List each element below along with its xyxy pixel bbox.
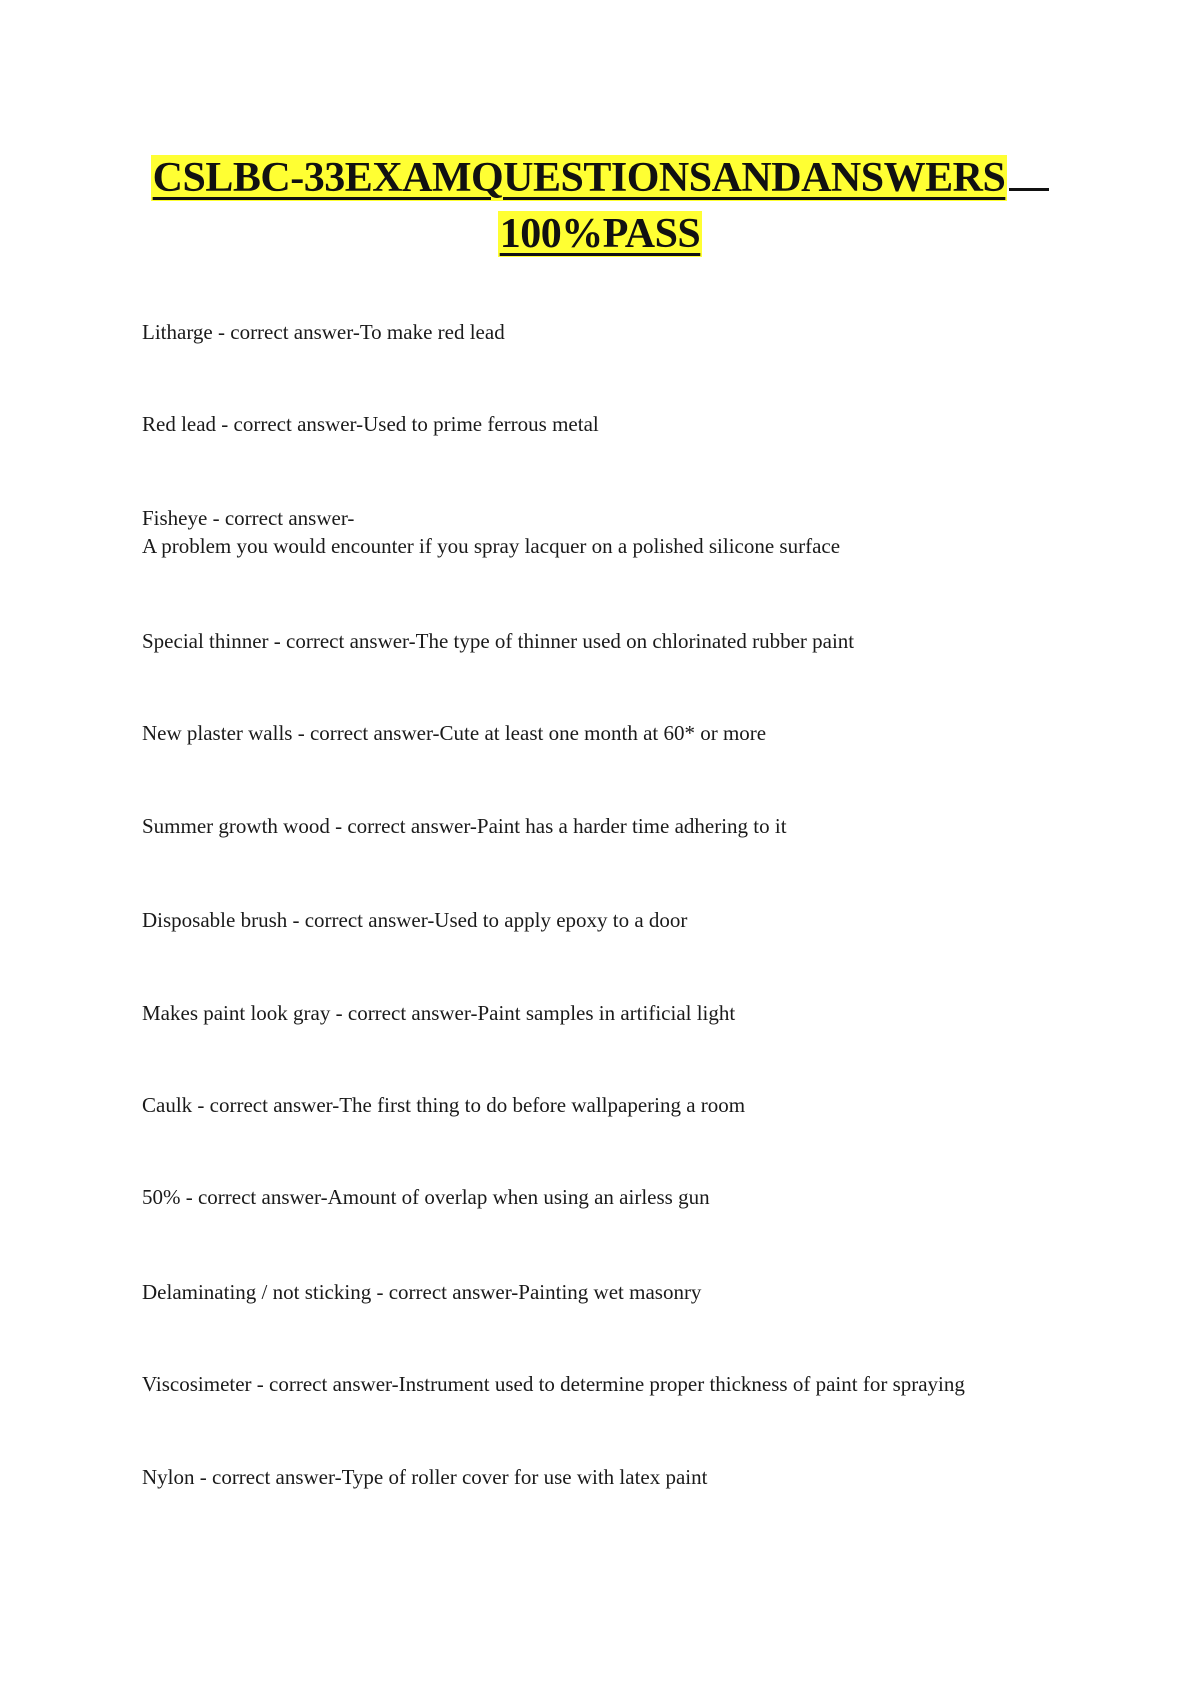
qa-item-text: Delaminating / not sticking - correct answer-Painting wet masonry: [142, 1280, 702, 1304]
qa-item-text: Makes paint look gray - correct answer-Paint samples in artificial light: [142, 1001, 736, 1025]
qa-item-text: Caulk - correct answer-The first thing to do before wallpapering a room: [142, 1093, 746, 1117]
qa-item: [142, 719, 766, 747]
qa-item-text: Special thinner - correct answer-The type of thinner used on chlorinated rubber paint: [142, 629, 855, 653]
qa-item-text: Fisheye - correct answer-: [142, 506, 355, 530]
qa-item: [142, 999, 735, 1027]
qa-item-text: Disposable brush - correct answer-Used to apply epoxy to a door: [142, 908, 688, 932]
qa-item-text-continuation: A problem you would encounter if you spray lacquer on a polished silicone surface: [142, 534, 841, 558]
title-underline-trail: [1009, 187, 1049, 191]
qa-item: [142, 1278, 701, 1306]
document-title: [0, 150, 1200, 262]
title-highlight-1: CSLBC-33EXAMQUESTIONSANDANSWERS: [152, 155, 1006, 201]
qa-item: [142, 812, 787, 840]
qa-item: [142, 1091, 745, 1119]
qa-item: [142, 627, 854, 655]
qa-item: [142, 318, 505, 346]
title-line-1: [0, 150, 1200, 206]
qa-item: [142, 504, 840, 560]
qa-item-text: 50% - correct answer-Amount of overlap when using an airless gun: [142, 1185, 710, 1209]
qa-item-text: Summer growth wood - correct answer-Paint has a harder time adhering to it: [142, 814, 787, 838]
qa-item: [142, 1183, 710, 1211]
title-line-2: [0, 206, 1200, 262]
title-highlight-2: 100%PASS: [499, 211, 701, 257]
qa-item-text: Red lead - correct answer-Used to prime ferrous metal: [142, 412, 599, 436]
qa-item-text: Nylon - correct answer-Type of roller cover for use with latex paint: [142, 1465, 708, 1489]
qa-item: [142, 410, 599, 438]
qa-item: [142, 906, 687, 934]
qa-item: [142, 1370, 965, 1398]
qa-item-text: Litharge - correct answer-To make red lead: [142, 320, 505, 344]
qa-item: [142, 1463, 707, 1491]
qa-item-text: Viscosimeter - correct answer-Instrument used to determine proper thickness of paint for spraying: [142, 1372, 965, 1396]
qa-item-text: New plaster walls - correct answer-Cute at least one month at 60* or more: [142, 721, 767, 745]
